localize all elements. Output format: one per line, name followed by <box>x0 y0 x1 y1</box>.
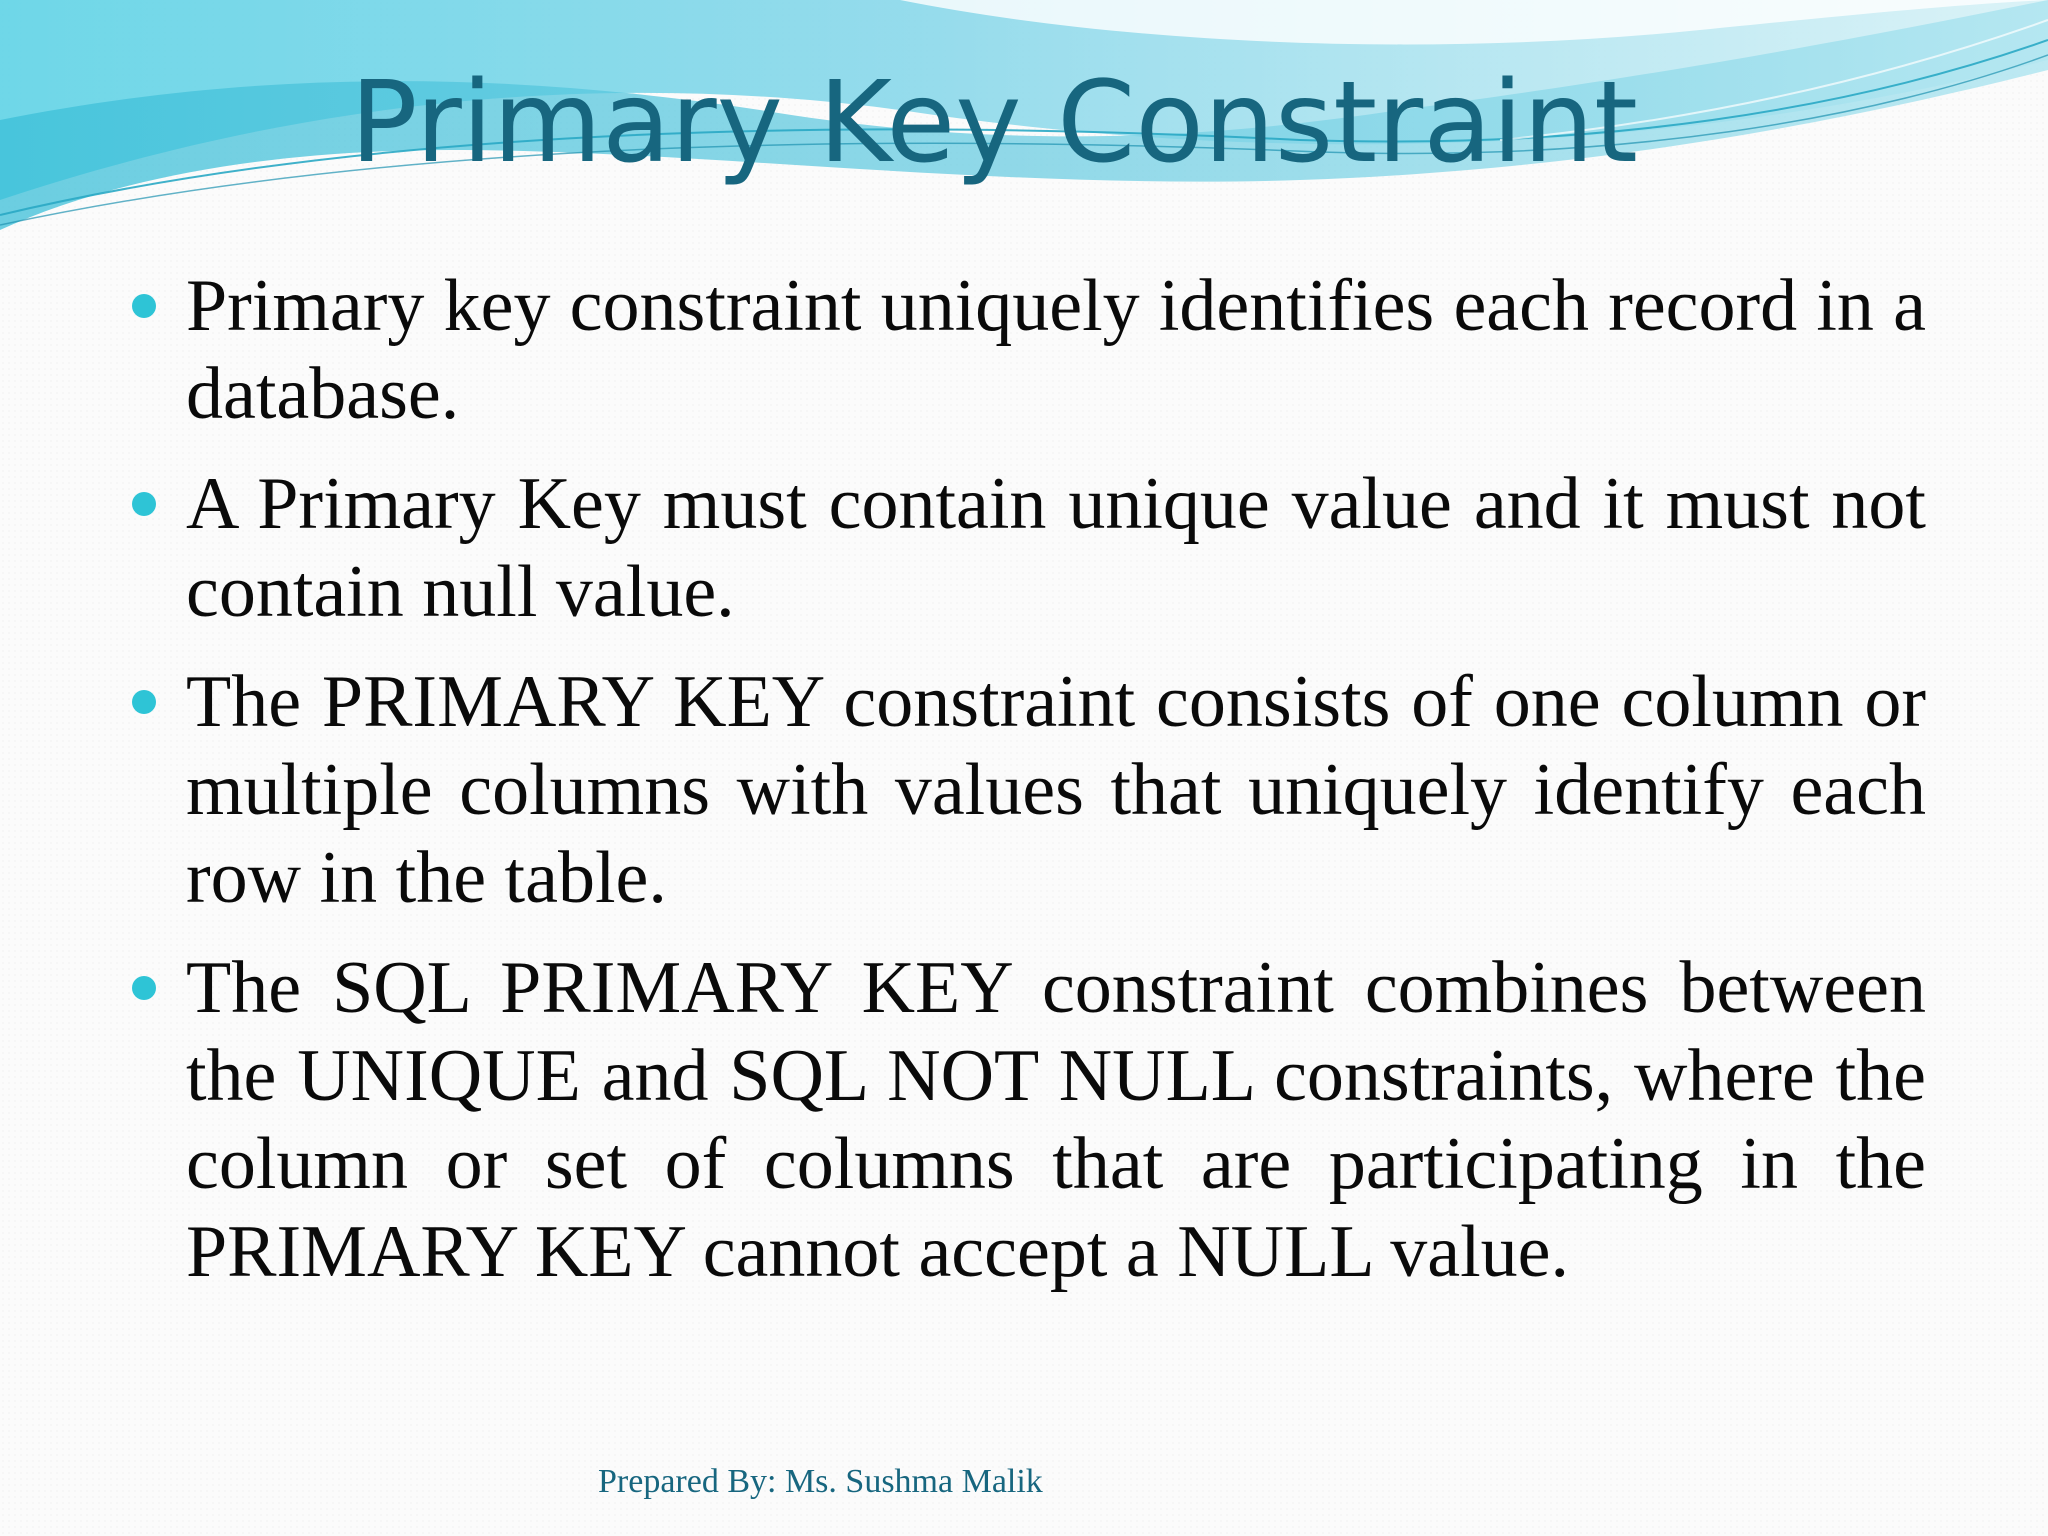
bullet-item-4 <box>186 944 1926 1296</box>
bullet-item-1 <box>186 262 1926 438</box>
bullet-item-3 <box>186 658 1926 922</box>
bullet-list <box>0 262 2048 1318</box>
footer-credit: Prepared By: Ms. Sushma Malik <box>598 1463 1043 1500</box>
bullet-dot-icon <box>132 690 156 714</box>
slide-title <box>0 58 2048 188</box>
slide-title-text: Primary Key Constraint <box>350 58 1638 188</box>
bullet-text-2: A Primary Key must contain unique value and it must not contain null value. <box>186 463 1926 633</box>
bullet-text-1: Primary key constraint uniquely identifies each record in a database. <box>186 265 1926 435</box>
bullet-dot-icon <box>132 976 156 1000</box>
bullet-dot-icon <box>132 294 156 318</box>
bullet-text-3: The PRIMARY KEY constraint consists of one column or multiple columns with values that uniquely identify each row in the table. <box>186 661 1926 919</box>
bullet-dot-icon <box>132 492 156 516</box>
bullet-item-2 <box>186 460 1926 636</box>
bullet-text-4: The SQL PRIMARY KEY constraint combines between the UNIQUE and SQL NOT NULL constraints, where the column or set of columns that are participating in the PRIMARY KEY cannot accept a NULL value. <box>186 947 1926 1293</box>
